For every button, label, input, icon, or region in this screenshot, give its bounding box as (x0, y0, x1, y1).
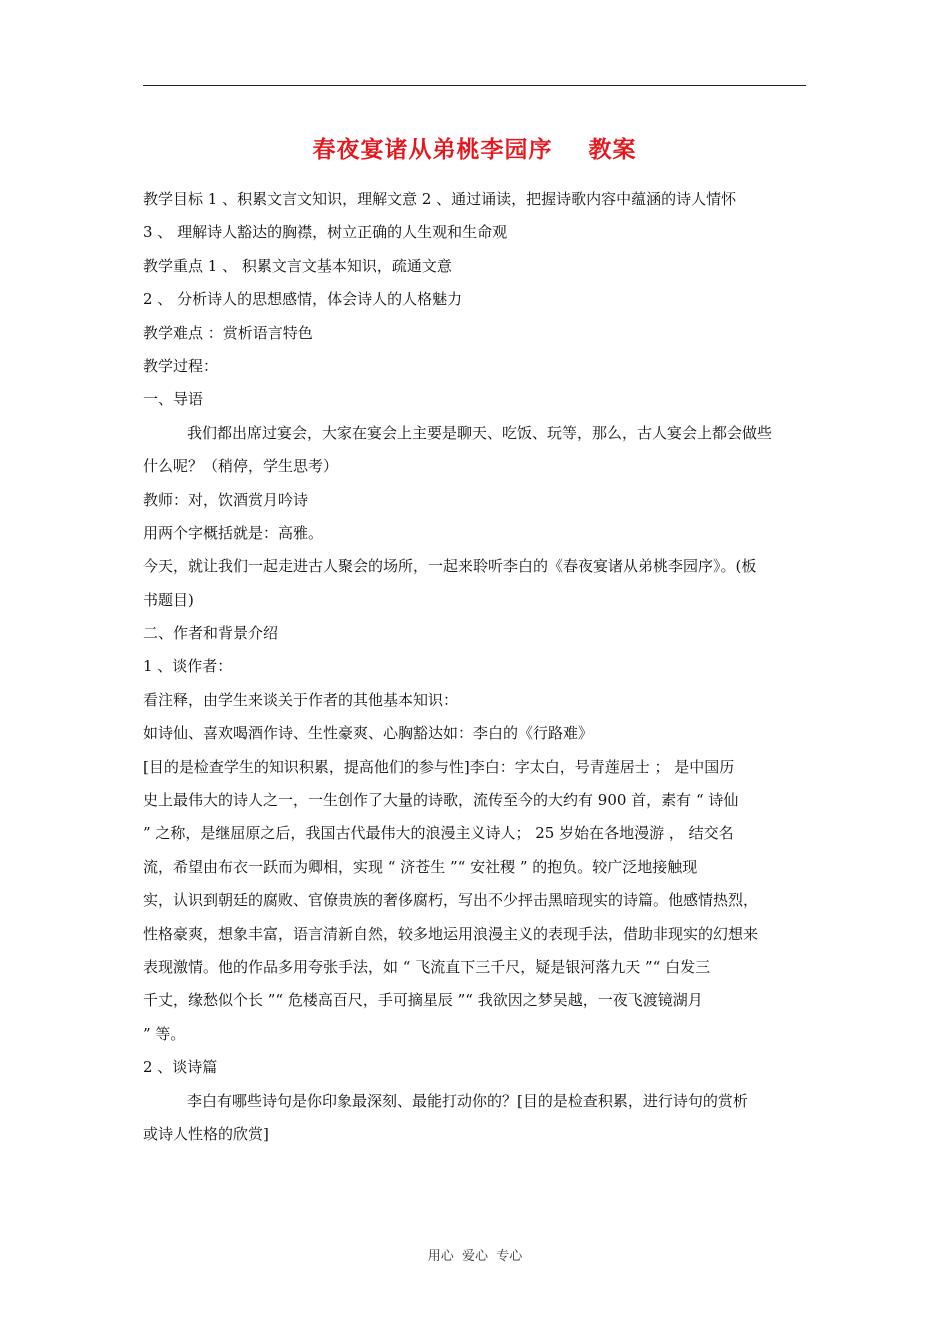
paragraph-line: 书题目) (143, 590, 194, 609)
paragraph-line: 我们都出席过宴会，大家在宴会上主要是聊天、吃饭、玩等，那么，古人宴会上都会做些 (187, 423, 773, 442)
paragraph-line: 性格豪爽，想象丰富，语言清新自然，较多地运用浪漫主义的表现手法，借助非现实的幻想来 (143, 924, 759, 943)
page-footer: 用心 爱心 专心 (427, 1249, 523, 1264)
subheading-author: 1 、谈作者： (143, 657, 233, 676)
paragraph-line: [目的是检查学生的知识积累，提高他们的参与性]李白：字太白，号青莲居士 ； 是中国历 (143, 757, 735, 776)
paragraph-line: ” 之称，是继屈原之后，我国古代最伟大的浪漫主义诗人； 25 岁始在各地漫游 ， 结交名 (143, 824, 734, 843)
paragraph-line: 史上最伟大的诗人之一，一生创作了大量的诗歌，流传至今的大约有 900 首，素有 “ 诗仙 (143, 791, 739, 810)
objective-line-2: 3 、 理解诗人豁达的胸襟，树立正确的人生观和生命观 (143, 223, 508, 242)
document-title: 春夜宴诸从弟桃李园序 教案 (312, 136, 637, 163)
difficulty-line: 教学难点 ：赏析语言特色 (143, 323, 313, 342)
paragraph-line: 实，认识到朝廷的腐败、官僚贵族的奢侈腐朽，写出不少抨击黑暗现实的诗篇。他感情热烈， (143, 891, 759, 910)
header-rule (143, 85, 806, 86)
process-heading: 教学过程： (143, 356, 219, 375)
paragraph-line: 用两个字概括就是：高雅。 (143, 523, 324, 542)
subheading-poems: 2 、谈诗篇 (143, 1058, 218, 1077)
section-heading-intro: 一、导语 (143, 390, 204, 409)
key-point-line-2: 2 、 分析诗人的思想感情，体会诗人的人格魅力 (143, 290, 463, 309)
section-heading-author: 二、作者和背景介绍 (143, 624, 279, 643)
objective-line-1: 教学目标 1 、积累文言文知识，理解文意 2 、通过诵读，把握诗歌内容中蕴涵的诗人情怀 (143, 190, 737, 208)
paragraph-line: 如诗仙、喜欢喝酒作诗、生性豪爽、心胸豁达如：李白的《行路难》 (143, 724, 594, 743)
paragraph-line: 今天，就让我们一起走进古人聚会的场所，一起来聆听李白的《春夜宴诸从弟桃李园序》。(板 (143, 557, 757, 576)
paragraph-line: ” 等。 (143, 1024, 186, 1043)
paragraph-line: 表现激情。他的作品多用夸张手法，如 “ 飞流直下三千尺，疑是银河落九天 ”“ 白发三 (143, 957, 711, 976)
paragraph-line: 李白有哪些诗句是你印象最深刻、最能打动你的？[目的是检查积累，进行诗句的赏析 (187, 1091, 748, 1110)
paragraph-line: 看注释，由学生来谈关于作者的其他基本知识： (143, 690, 459, 709)
paragraph-line: 千丈，缘愁似个长 ”“ 危楼高百尺，手可摘星辰 ”“ 我欲因之梦吴越，一夜飞渡镜湖月 (143, 991, 703, 1010)
paragraph-line: 教师：对，饮酒赏月吟诗 (143, 490, 309, 509)
document-body (143, 183, 806, 1151)
paragraph-line: 流，希望由布衣一跃而为卿相，实现 “ 济苍生 ”“ 安社稷 ” 的抱负。较广泛地接触现 (143, 857, 698, 876)
paragraph-line: 什么呢？（稍停，学生思考） (143, 457, 339, 476)
paragraph-line: 或诗人性格的欣赏] (143, 1124, 269, 1143)
key-point-line-1: 教学重点 1 、 积累文言文基本知识，疏通文意 (143, 256, 452, 275)
